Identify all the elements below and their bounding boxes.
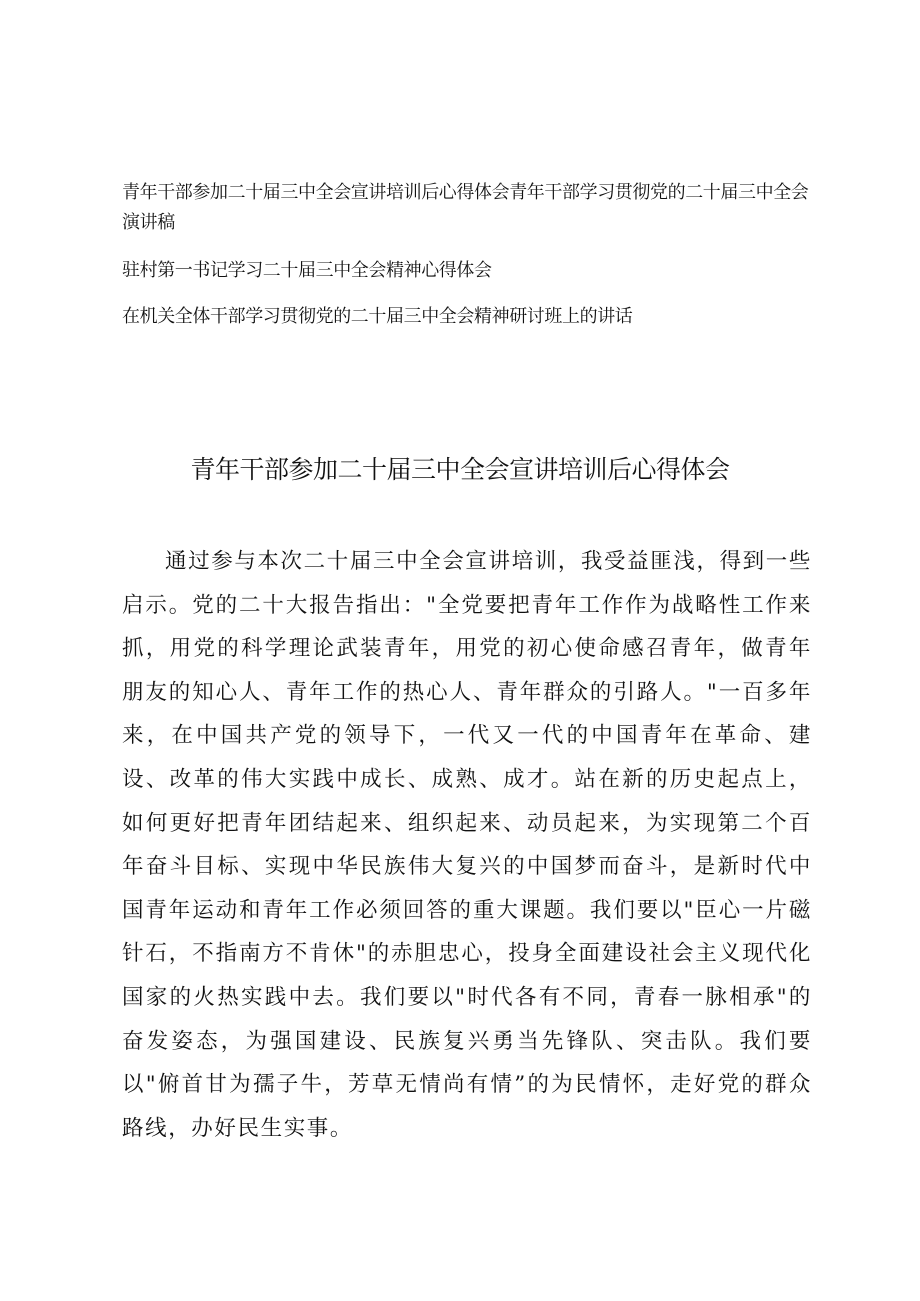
toc-item: 驻村第一书记学习二十届三中全会精神心得体会 bbox=[122, 260, 492, 281]
article-title: 青年干部参加二十届三中全会宣讲培训后心得体会 bbox=[190, 455, 730, 484]
toc-item: 青年干部参加二十届三中全会宣讲培训后心得体会青年干部学习贯彻党的二十届三中全会演讲稿 bbox=[122, 182, 809, 233]
toc-item: 在机关全体干部学习贯彻党的二十届三中全会精神研讨班上的讲话 bbox=[122, 306, 633, 327]
table-of-contents bbox=[122, 178, 812, 348]
article-paragraph: 通过参与本次二十届三中全会宣讲培训，我受益匪浅，得到一些启示。党的二十大报告指出："全党要把青年工作作为战略性工作来抓，用党的科学理论武装青年，用党的初心使命感召青年，做青年朋友的知心人、青年工作的热心人、青年群众的引路人。"一百多年来，在中国共产党的领导下，一代又一代的中国青年在革命、建设、改革的伟大实践中成长、成熟、成才。站在新的历史起点上，如何更好把青年团结起来、组织起来、动员起来，为实现第二个百年奋斗目标、实现中华民族伟大复兴的中国梦而奋斗，是新时代中国青年运动和青年工作必须回答的重大课题。我们要以"臣心一片磁针石，不指南方不肯休"的赤胆忠心，投身全面建设社会主义现代化国家的火热实践中去。我们要以"时代各有不同，青春一脉相承"的奋发姿态，为强国建设、民族复兴勇当先锋队、突击队。我们要以"俯首甘为孺子牛，芳草无情尚有情”的为民情怀，走好党的群众路线，办好民生实事。 bbox=[122, 549, 812, 1141]
